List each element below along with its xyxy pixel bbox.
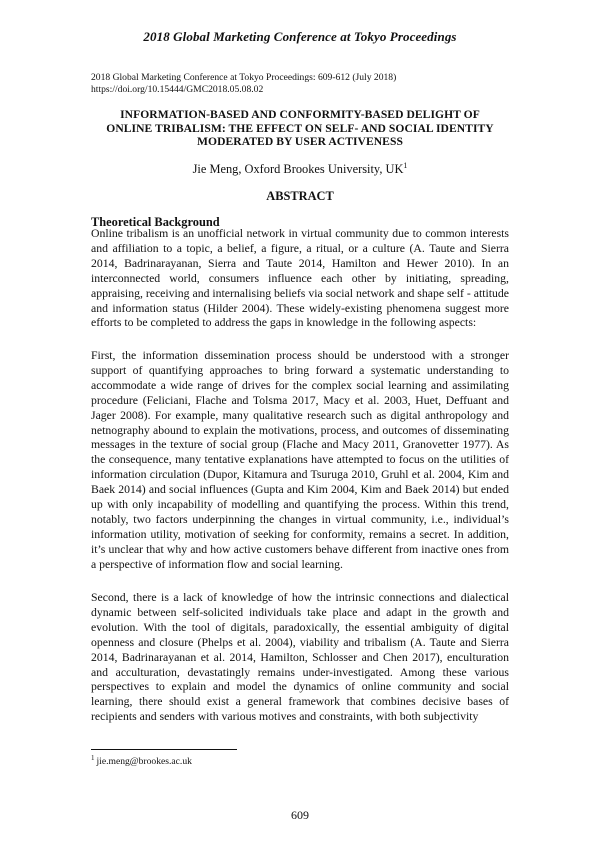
citation-line: 2018 Global Marketing Conference at Tokyo Proceedings: 609-612 (July 2018): [91, 72, 397, 83]
footnote-mark: 1: [91, 754, 95, 762]
page-number: 609: [291, 808, 309, 822]
author-name: Jie Meng, Oxford Brookes University, UK: [192, 162, 404, 176]
running-header: 2018 Global Marketing Conference at Tokyo Proceedings: [143, 29, 457, 44]
title-line: MODERATED BY USER ACTIVENESS: [197, 135, 403, 148]
footnote-marker[interactable]: 1: [403, 161, 408, 170]
footnote-divider: [91, 749, 237, 750]
author-line: [91, 162, 509, 177]
paper-title: [91, 108, 509, 149]
footnote: [91, 756, 192, 767]
body-paragraph: First, the information dissemination process should be understood with a stronger support of quantifying approaches to bring forward a systematic understanding to accommodate a wide range of drives for the complex social learning and assimilating procedure (Feliciani, Flache and Tolsma 2017, Macy et al. 2003, Huet, Deffuant and Jager 2008). For example, many qualitative research such as digital anthropology and netnography abound to explain the motivations, process, and outcomes of disseminating messages in the texture of social group (Flache and Macy 2011, Granovetter 1977). As the consequence, many tentative explanations have attempted to focus on the utilities of information circulation (Dupor, Kitamura and Tsuruga 2010, Gruhl et al. 2004, Kim and Baek 2014) and social influences (Gupta and Kim 2004, Kim and Baek 2014) but ended up with only incapability of modelling and quantifying the process. Within this trend, notably, two factors underpinning the changes in virtual community, i.e., individual’s information utility, motivation of seeking for conformity, remains a secret. In addition, it’s unclear that why and how active customers behave different from inactive ones from a perspective of information flow and social learning.: [91, 349, 509, 571]
body-paragraph: Online tribalism is an unofficial network in virtual community due to common interests and affiliation to a topic, a belief, a figure, a ritual, or a culture (A. Taute and Sierra 2014, Badrinarayanan, Sierra and Taute 2014, Hamilton and Hewer 2010). In an interconnected world, consumers influence each other by initiating, spreading, appraising, receiving and internalising beliefs via social network and shape self - attitude and information status (Hilder 2004). These widely-existing phenomena suggest more efforts to be completed to address the gaps in knowledge in the following aspects:: [91, 227, 509, 330]
citation-block: [91, 72, 511, 96]
doi-link[interactable]: https://doi.org/10.15444/GMC2018.05.08.02: [91, 84, 264, 95]
body-paragraph: Second, there is a lack of knowledge of how the intrinsic connections and dialectical dynamic between self-solicited individuals take place and adapt in the growth and evolution. With the tool of digitals, paradoxically, the essential ambiguity of digital openness and closure (Phelps et al. 2004), viability and tribalism (A. Taute and Sierra 2014, Badrinarayanan et al. 2014, Hamilton, Schlosser and Chen 2017), enculturation and acculturation, devastatingly remains under-investigated. Among these various perspectives to explain and model the dynamics of online community and social learning, there should exist a general framework that combines decisive bases of recipients and senders with various motives and constraints, with both subjectivity: [91, 591, 509, 724]
section-heading: Theoretical Background: [91, 215, 220, 229]
footnote-email[interactable]: jie.meng@brookes.ac.uk: [96, 756, 192, 767]
title-line: INFORMATION-BASED AND CONFORMITY-BASED DELIGHT OF: [120, 108, 480, 121]
abstract-heading: ABSTRACT: [266, 189, 334, 203]
title-line: ONLINE TRIBALISM: THE EFFECT ON SELF- AND SOCIAL IDENTITY: [106, 121, 494, 135]
